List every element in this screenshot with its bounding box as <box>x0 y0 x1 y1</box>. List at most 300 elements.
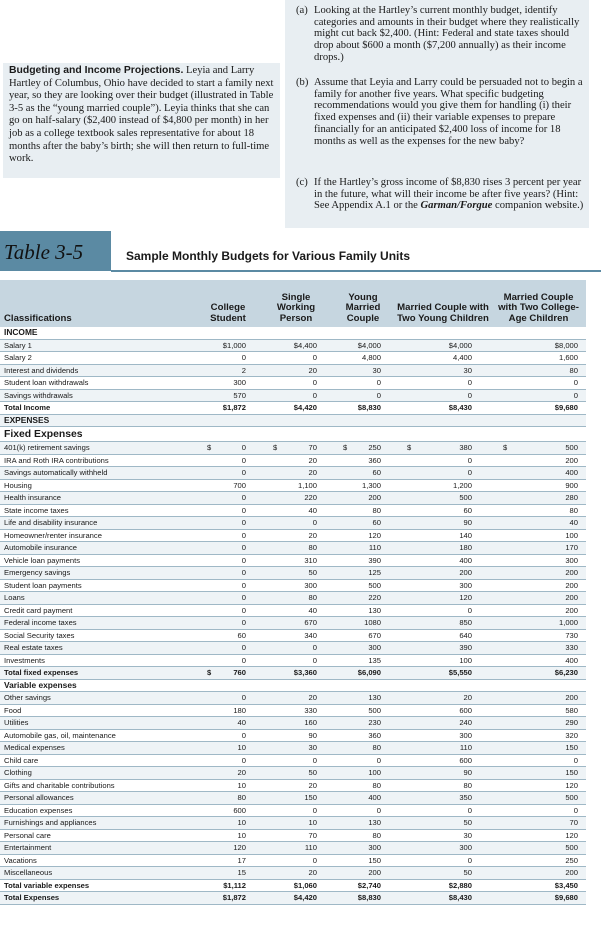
cell-value <box>261 414 331 427</box>
cell-value <box>195 427 261 442</box>
table-row <box>0 879 586 892</box>
cell-value: 70 <box>491 817 586 830</box>
cell-value: $3,360 <box>261 667 331 680</box>
cell-value: 350 <box>395 792 491 805</box>
cell-value: 230 <box>331 717 395 730</box>
cell-value: 100 <box>491 529 586 542</box>
table-row <box>0 377 586 390</box>
table-row <box>0 567 586 580</box>
cell-value: 570 <box>195 389 261 402</box>
cell-value: 850 <box>395 617 491 630</box>
header-single-working: Single Working Person <box>261 280 331 327</box>
table-row <box>0 804 586 817</box>
cell-value: 20 <box>261 867 331 880</box>
cell-value: 200 <box>491 592 586 605</box>
cell-value: 40 <box>261 604 331 617</box>
table-row <box>0 579 586 592</box>
cell-value: 135 <box>331 654 395 667</box>
row-label: Variable expenses <box>0 679 195 692</box>
cell-value: 20 <box>261 692 331 705</box>
cell-value: 60 <box>331 517 395 530</box>
cell-value <box>195 679 261 692</box>
cell-value: 180 <box>195 704 261 717</box>
cell-value: 330 <box>491 642 586 655</box>
row-label: EXPENSES <box>0 414 195 427</box>
cell-value: 10 <box>195 742 261 755</box>
cell-value: 0 <box>261 654 331 667</box>
cell-value: 4,800 <box>331 352 395 365</box>
cell-value: 120 <box>395 592 491 605</box>
table-row <box>0 654 586 667</box>
cell-value: 17 <box>195 854 261 867</box>
row-label: Student loan withdrawals <box>0 377 195 390</box>
cell-value <box>395 427 491 442</box>
cell-value: 0 <box>261 389 331 402</box>
cell-value <box>395 414 491 427</box>
cell-value: 580 <box>491 704 586 717</box>
cell-value: 0 <box>195 517 261 530</box>
cell-value: 0 <box>331 377 395 390</box>
cell-value: 200 <box>331 492 395 505</box>
cell-value: $8,430 <box>395 402 491 415</box>
cell-value: 80 <box>261 592 331 605</box>
cell-value: 120 <box>491 829 586 842</box>
cell-value: 400 <box>331 792 395 805</box>
cell-value <box>331 414 395 427</box>
row-label: Gifts and charitable contributions <box>0 779 195 792</box>
cell-value: 200 <box>491 567 586 580</box>
table-title-bar <box>0 231 601 281</box>
cell-value: 0 <box>195 729 261 742</box>
cell-value: 80 <box>331 742 395 755</box>
cell-value: $8,830 <box>331 892 395 905</box>
cell-value: 200 <box>491 692 586 705</box>
cell-value: $4,400 <box>261 339 331 352</box>
cell-value: 1,200 <box>395 479 491 492</box>
cell-value: 30 <box>261 742 331 755</box>
table-row <box>0 854 586 867</box>
header-married-young-children: Married Couple with Two Young Children <box>395 280 491 327</box>
cell-value: 90 <box>395 767 491 780</box>
cell-value: 150 <box>261 792 331 805</box>
cell-value: 200 <box>491 579 586 592</box>
table-row <box>0 554 586 567</box>
row-label: Personal allowances <box>0 792 195 805</box>
cell-value: 0 <box>195 352 261 365</box>
row-label: IRA and Roth IRA contributions <box>0 454 195 467</box>
cell-value <box>261 679 331 692</box>
row-label: Life and disability insurance <box>0 517 195 530</box>
table-row <box>0 402 586 415</box>
table-row <box>0 679 586 692</box>
cell-value: $1,872 <box>195 402 261 415</box>
cell-value: 0 <box>195 579 261 592</box>
cell-value: 20 <box>261 467 331 480</box>
table-row <box>0 717 586 730</box>
cell-value: $4,000 <box>395 339 491 352</box>
row-label: Salary 1 <box>0 339 195 352</box>
cell-value <box>331 327 395 339</box>
cell-value: 300 <box>395 842 491 855</box>
cell-value <box>395 327 491 339</box>
budget-table-wrap <box>0 280 586 905</box>
cell-value: 250 <box>491 854 586 867</box>
cell-value: 10 <box>195 817 261 830</box>
table-row <box>0 364 586 377</box>
cell-value: 0 <box>195 692 261 705</box>
cell-value: 0 <box>195 754 261 767</box>
cell-value: 110 <box>261 842 331 855</box>
cell-value: 300 <box>195 377 261 390</box>
cell-value: 0 <box>261 377 331 390</box>
cell-value: 600 <box>395 704 491 717</box>
cell-value: 140 <box>395 529 491 542</box>
row-label: Clothing <box>0 767 195 780</box>
cell-value: 330 <box>261 704 331 717</box>
title-rule <box>111 270 601 272</box>
table-row <box>0 454 586 467</box>
cell-value: 390 <box>331 554 395 567</box>
cell-value: $1,112 <box>195 879 261 892</box>
cell-value: 500 <box>331 579 395 592</box>
cell-value: $1,000 <box>195 339 261 352</box>
cell-value: $9,680 <box>491 402 586 415</box>
case-study-heading: Budgeting and Income Projections. <box>9 65 184 76</box>
cell-value: 0 <box>195 592 261 605</box>
cell-value <box>395 679 491 692</box>
cell-value: 30 <box>395 829 491 842</box>
cell-value: 1,100 <box>261 479 331 492</box>
cell-value: $1,872 <box>195 892 261 905</box>
question-label: (a) <box>296 5 308 16</box>
table-row <box>0 704 586 717</box>
cell-value: 0 <box>261 517 331 530</box>
table-row <box>0 667 586 680</box>
cell-value: 4,400 <box>395 352 491 365</box>
row-label: Savings withdrawals <box>0 389 195 402</box>
cell-value: 360 <box>331 729 395 742</box>
cell-value: 500 <box>491 842 586 855</box>
cell-value: 10 <box>195 829 261 842</box>
cell-value: 20 <box>261 454 331 467</box>
cell-value: 120 <box>195 842 261 855</box>
table-row <box>0 327 586 339</box>
table-row <box>0 529 586 542</box>
cell-value: 200 <box>491 867 586 880</box>
cell-value: 80 <box>261 542 331 555</box>
cell-value: 200 <box>491 604 586 617</box>
question-label: (c) <box>296 177 308 188</box>
table-row <box>0 592 586 605</box>
table-body <box>0 327 586 904</box>
cell-value: 600 <box>395 754 491 767</box>
cell-value: 280 <box>491 492 586 505</box>
cell-value: $8,830 <box>331 402 395 415</box>
row-label: Homeowner/renter insurance <box>0 529 195 542</box>
cell-value <box>331 427 395 442</box>
cell-value: $9,680 <box>491 892 586 905</box>
table-row <box>0 767 586 780</box>
row-label: Total Expenses <box>0 892 195 905</box>
cell-value: 700 <box>195 479 261 492</box>
cell-value: 40 <box>195 717 261 730</box>
cell-value: $2,740 <box>331 879 395 892</box>
cell-value <box>491 327 586 339</box>
table-row <box>0 692 586 705</box>
cell-value: 300 <box>395 579 491 592</box>
cell-value: 80 <box>331 779 395 792</box>
table-row <box>0 504 586 517</box>
table-row <box>0 629 586 642</box>
cell-value: 0 <box>395 454 491 467</box>
cell-value: 0 <box>195 542 261 555</box>
row-label: Emergency savings <box>0 567 195 580</box>
row-label: Real estate taxes <box>0 642 195 655</box>
cell-value <box>491 414 586 427</box>
table-row <box>0 479 586 492</box>
cell-value: 60 <box>195 629 261 642</box>
cell-value: 300 <box>331 842 395 855</box>
cell-value: 670 <box>331 629 395 642</box>
table-row <box>0 604 586 617</box>
cell-value: 0 <box>195 604 261 617</box>
case-study-body: Leyia and Larry Hartley of Columbus, Ohio have decided to start a family next year, so they are looking over their budget (illustrated in Table 3-5 as the “young married couple”). Leyia thinks that she can go on half-salary ($2,400 instead of $4,800 per month) in her job as a college textbook sales representative for about 18 months after the baby’s birth; she will then return to full-time work. <box>9 65 274 165</box>
table-row <box>0 642 586 655</box>
table-row <box>0 754 586 767</box>
row-label: 401(k) retirement savings <box>0 442 195 455</box>
table-row <box>0 892 586 905</box>
cell-value: 50 <box>261 567 331 580</box>
header-college-student: College Student <box>195 280 261 327</box>
table-header-row <box>0 280 586 327</box>
cell-value: 20 <box>261 779 331 792</box>
row-label: Utilities <box>0 717 195 730</box>
cell-value: 240 <box>395 717 491 730</box>
table-title: Sample Monthly Budgets for Various Family Units <box>126 249 411 263</box>
cell-value: 80 <box>331 504 395 517</box>
row-label: Medical expenses <box>0 742 195 755</box>
cell-value: 0 <box>261 804 331 817</box>
header-classifications: Classifications <box>0 280 195 327</box>
cell-value: $ 250 <box>331 442 395 455</box>
cell-value: 0 <box>491 389 586 402</box>
cell-value: 0 <box>491 377 586 390</box>
cell-value: 600 <box>195 804 261 817</box>
cell-value: 80 <box>491 364 586 377</box>
cell-value: 670 <box>261 617 331 630</box>
cell-value: 300 <box>491 554 586 567</box>
row-label: Student loan payments <box>0 579 195 592</box>
cell-value: $4,420 <box>261 892 331 905</box>
cell-value: 0 <box>195 529 261 542</box>
cell-value: 0 <box>395 467 491 480</box>
row-label: Savings automatically withheld <box>0 467 195 480</box>
cell-value: $6,230 <box>491 667 586 680</box>
cell-value: 400 <box>491 654 586 667</box>
cell-value: 500 <box>395 492 491 505</box>
cell-value: 0 <box>331 754 395 767</box>
cell-value: $5,550 <box>395 667 491 680</box>
cell-value: 130 <box>331 692 395 705</box>
row-label: Loans <box>0 592 195 605</box>
cell-value: 20 <box>195 767 261 780</box>
cell-value: 60 <box>395 504 491 517</box>
table-row <box>0 742 586 755</box>
cell-value: 20 <box>261 529 331 542</box>
cell-value <box>261 327 331 339</box>
row-label: Fixed Expenses <box>0 427 195 442</box>
cell-value: 0 <box>491 804 586 817</box>
cell-value: 20 <box>261 364 331 377</box>
cell-value: $8,430 <box>395 892 491 905</box>
row-label: Automobile insurance <box>0 542 195 555</box>
cell-value: $4,000 <box>331 339 395 352</box>
cell-value: 0 <box>395 604 491 617</box>
cell-value: 10 <box>195 779 261 792</box>
cell-value: 120 <box>491 779 586 792</box>
cell-value: 0 <box>261 754 331 767</box>
website-name: Garman/Forgue <box>420 200 493 212</box>
cell-value: 125 <box>331 567 395 580</box>
cell-value: 90 <box>395 517 491 530</box>
cell-value: 0 <box>395 804 491 817</box>
cell-value: 290 <box>491 717 586 730</box>
cell-value: 50 <box>395 817 491 830</box>
cell-value: 320 <box>491 729 586 742</box>
cell-value: 200 <box>395 567 491 580</box>
cell-value: 0 <box>195 617 261 630</box>
cell-value: 0 <box>331 804 395 817</box>
cell-value: 130 <box>331 817 395 830</box>
cell-value: 0 <box>195 654 261 667</box>
cell-value: 300 <box>331 642 395 655</box>
cell-value: $ 380 <box>395 442 491 455</box>
cell-value: 310 <box>261 554 331 567</box>
question-b <box>296 77 586 147</box>
budget-table <box>0 280 586 905</box>
cell-value: 10 <box>261 817 331 830</box>
row-label: Investments <box>0 654 195 667</box>
table-tag: Table 3-5 <box>0 231 111 271</box>
cell-value: 300 <box>261 579 331 592</box>
row-label: Entertainment <box>0 842 195 855</box>
cell-value: 15 <box>195 867 261 880</box>
cell-value: $6,090 <box>331 667 395 680</box>
cell-value: 170 <box>491 542 586 555</box>
cell-value: 400 <box>491 467 586 480</box>
question-text: If the Hartley’s gross income of $8,830 rises 3 percent per year in the future, what will their income be after five years? (Hint: See Appendix A.1 or the Garman/Forgue companion website.) <box>314 177 584 212</box>
row-label: Credit card payment <box>0 604 195 617</box>
cell-value: 40 <box>491 517 586 530</box>
cell-value <box>491 679 586 692</box>
row-label: Housing <box>0 479 195 492</box>
table-row <box>0 442 586 455</box>
cell-value: $2,880 <box>395 879 491 892</box>
cell-value: 400 <box>395 554 491 567</box>
cell-value: 640 <box>395 629 491 642</box>
row-label: Miscellaneous <box>0 867 195 880</box>
question-text: Assume that Leyia and Larry could be persuaded not to begin a family for another five years. What specific budgeting recommendations would you give them for handling (i) their fixed expenses and (ii) their variable expenses to prepare financially for an anticipated $2,400 loss of income for 18 months as well as the expenses for the new baby? <box>314 77 583 147</box>
table-row <box>0 617 586 630</box>
table-row <box>0 542 586 555</box>
cell-value: $8,000 <box>491 339 586 352</box>
cell-value: $ 0 <box>195 442 261 455</box>
cell-value: 200 <box>491 454 586 467</box>
cell-value: 90 <box>261 729 331 742</box>
cell-value <box>261 427 331 442</box>
cell-value: 80 <box>331 829 395 842</box>
table-row <box>0 729 586 742</box>
cell-value: 0 <box>395 854 491 867</box>
table-row <box>0 867 586 880</box>
row-label: Automobile gas, oil, maintenance <box>0 729 195 742</box>
cell-value: 1,300 <box>331 479 395 492</box>
header-young-married: Young Married Couple <box>331 280 395 327</box>
cell-value: 220 <box>261 492 331 505</box>
cell-value: 0 <box>395 389 491 402</box>
cell-value: 730 <box>491 629 586 642</box>
question-label: (b) <box>296 77 309 88</box>
cell-value: 0 <box>195 454 261 467</box>
cell-value: 80 <box>195 792 261 805</box>
table-row <box>0 492 586 505</box>
table-row <box>0 517 586 530</box>
row-label: Food <box>0 704 195 717</box>
cell-value: 0 <box>195 642 261 655</box>
cell-value: 0 <box>195 492 261 505</box>
cell-value: 150 <box>491 742 586 755</box>
cell-value: 1,000 <box>491 617 586 630</box>
cell-value: 150 <box>331 854 395 867</box>
table-row <box>0 339 586 352</box>
cell-value: 150 <box>491 767 586 780</box>
row-label: Furnishings and appliances <box>0 817 195 830</box>
cell-value: 500 <box>331 704 395 717</box>
cell-value: 70 <box>261 829 331 842</box>
table-row <box>0 817 586 830</box>
cell-value: 200 <box>331 867 395 880</box>
cell-value: 0 <box>491 754 586 767</box>
cell-value: 120 <box>331 529 395 542</box>
row-label: Federal income taxes <box>0 617 195 630</box>
cell-value: 220 <box>331 592 395 605</box>
row-label: Salary 2 <box>0 352 195 365</box>
cell-value: 50 <box>395 867 491 880</box>
question-a <box>296 5 586 64</box>
cell-value: 1080 <box>331 617 395 630</box>
cell-value: 110 <box>331 542 395 555</box>
cell-value: 0 <box>395 377 491 390</box>
row-label: Vehicle loan payments <box>0 554 195 567</box>
cell-value: 300 <box>395 729 491 742</box>
table-row <box>0 779 586 792</box>
cell-value: 340 <box>261 629 331 642</box>
row-label: Health insurance <box>0 492 195 505</box>
row-label: INCOME <box>0 327 195 339</box>
row-label: Total variable expenses <box>0 879 195 892</box>
cell-value: $ 70 <box>261 442 331 455</box>
cell-value: 80 <box>491 504 586 517</box>
table-row <box>0 829 586 842</box>
row-label: Social Security taxes <box>0 629 195 642</box>
cell-value: 0 <box>331 389 395 402</box>
table-row <box>0 427 586 442</box>
cell-value: 0 <box>261 642 331 655</box>
row-label: Personal care <box>0 829 195 842</box>
row-label: Total fixed expenses <box>0 667 195 680</box>
cell-value <box>195 414 261 427</box>
cell-value: $1,060 <box>261 879 331 892</box>
